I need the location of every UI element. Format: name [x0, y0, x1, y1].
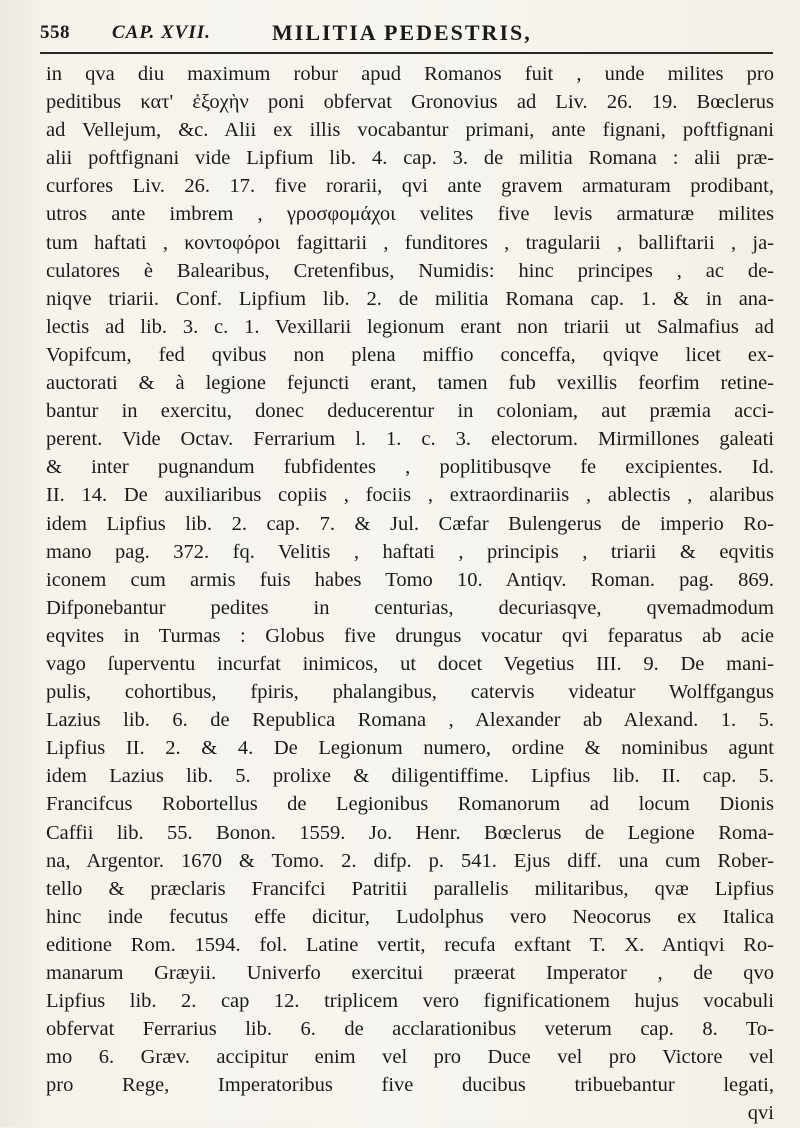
text-line: tello & præclaris Francifci Patritii parallelis militaribus, qvæ Lipfius — [46, 877, 774, 900]
page-header — [40, 8, 770, 52]
running-title: MILITIA PEDESTRIS, — [272, 20, 532, 45]
text-line: II. 14. De auxiliaribus copiis , fociis , extraordinariis , ablectis , alaribus — [46, 484, 774, 507]
text-line: lectis ad lib. 3. c. 1. Vexillarii legionum erant non triarii ut Salmafius ad — [46, 315, 774, 338]
text-line: Lipfius lib. 2. cap 12. triplicem vero fignificationem hujus vocabuli — [46, 990, 774, 1013]
text-line: eqvites in Turmas : Globus five drungus vocatur qvi feparatus ab acie — [46, 624, 774, 647]
text-line: perent. Vide Octav. Ferrarium l. 1. c. 3. electorum. Mirmillones galeati — [46, 428, 774, 451]
text-line: alii poftfignani vide Lipfium lib. 4. cap. 3. de militia Romana : alii præ- — [46, 147, 774, 170]
text-line: utros ante imbrem , γροσφομάχοι velites five levis armaturæ milites — [46, 203, 774, 226]
text-line: pulis, cohortibus, fpiris, phalangibus, catervis videatur Wolffgangus — [46, 681, 774, 704]
text-line: pro Rege, Imperatoribus five ducibus tribuebantur legati, — [46, 1074, 774, 1097]
text-line: manarum Græyii. Univerfo exercitui præerat Imperator , de qvo — [46, 962, 774, 984]
catchword: qvi — [747, 1102, 774, 1125]
text-line: Francifcus Robortellus de Legionibus Romanorum ad locum Dionis — [46, 793, 774, 816]
text-line: idem Lipfius lib. 2. cap. 7. & Jul. Cæfar Bulengerus de imperio Ro- — [46, 512, 774, 535]
text-line: hinc inde fecutus effe dicitur, Ludolphus vero Neocorus ex Italica — [46, 905, 774, 928]
text-line: in qva diu maximum robur apud Romanos fuit , unde milites pro — [46, 63, 774, 85]
text-line: niqve triarii. Conf. Lipfium lib. 2. de militia Romana cap. 1. & in ana- — [46, 287, 774, 310]
text-line: Difponebantur pedites in centurias, decuriasqve, qvemadmodum — [46, 596, 774, 619]
text-line: curfores Liv. 26. 17. five rorarii, qvi ante gravem armaturam prodibant, — [46, 175, 774, 198]
text-line: & inter pugnandum fubfidentes , poplitibusqve fe excipientes. Id. — [46, 456, 774, 479]
text-line: vago ſuperventu incurfat inimicos, ut docet Vegetius III. 9. De mani- — [46, 652, 774, 675]
text-line: bantur in exercitu, donec deducerentur in coloniam, aut præmia acci- — [46, 400, 774, 423]
text-line: Lipfius II. 2. & 4. De Legionum numero, ordine & nominibus agunt — [46, 737, 774, 760]
text-line: obfervat Ferrarius lib. 6. de acclarationibus veterum cap. 8. To- — [46, 1018, 774, 1041]
text-line: mo 6. Græv. accipitur enim vel pro Duce vel pro Victore vel — [46, 1046, 774, 1069]
text-line: peditibus κατ' ἐξοχὴν poni obfervat Gronovius ad Liv. 26. 19. Bœclerus — [46, 91, 774, 114]
text-line: Lazius lib. 6. de Republica Romana , Alexander ab Alexand. 1. 5. — [46, 709, 774, 732]
body-text — [46, 60, 774, 1128]
text-line: auctorati & à legione fejuncti erant, tamen fub vexillis feorfim retine- — [46, 372, 774, 395]
text-line: Caffii lib. 55. Bonon. 1559. Jo. Henr. Bœclerus de Legione Roma- — [46, 821, 774, 844]
text-line: culatores è Balearibus, Cretenfibus, Numidis: hinc principes , ac de- — [46, 259, 774, 282]
header-rule — [40, 52, 773, 54]
page-number: 558 — [40, 22, 70, 43]
chapter-label: CAP. XVII. — [112, 22, 211, 43]
text-line: idem Lazius lib. 5. prolixe & diligentiffime. Lipfius lib. II. cap. 5. — [46, 765, 774, 788]
text-line: ad Vellejum, &c. Alii ex illis vocabantur primani, ante fignani, poftfignani — [46, 119, 774, 142]
text-line: iconem cum armis fuis habes Tomo 10. Antiqv. Roman. pag. 869. — [46, 568, 774, 591]
text-line: tum haftati , κοντοφόροι fagittarii , funditores , tragularii , balliftarii , ja- — [46, 231, 774, 254]
text-line: na, Argentor. 1670 & Tomo. 2. difp. p. 541. Ejus diff. una cum Rober- — [46, 849, 774, 872]
text-line: mano pag. 372. fq. Velitis , haftati , principis , triarii & eqvitis — [46, 540, 774, 563]
text-line: editione Rom. 1594. fol. Latine vertit, recufa exftant T. X. Antiqvi Ro- — [46, 933, 774, 956]
text-line: Vopifcum, fed qvibus non plena miffio conceffa, qviqve licet ex- — [46, 343, 774, 366]
